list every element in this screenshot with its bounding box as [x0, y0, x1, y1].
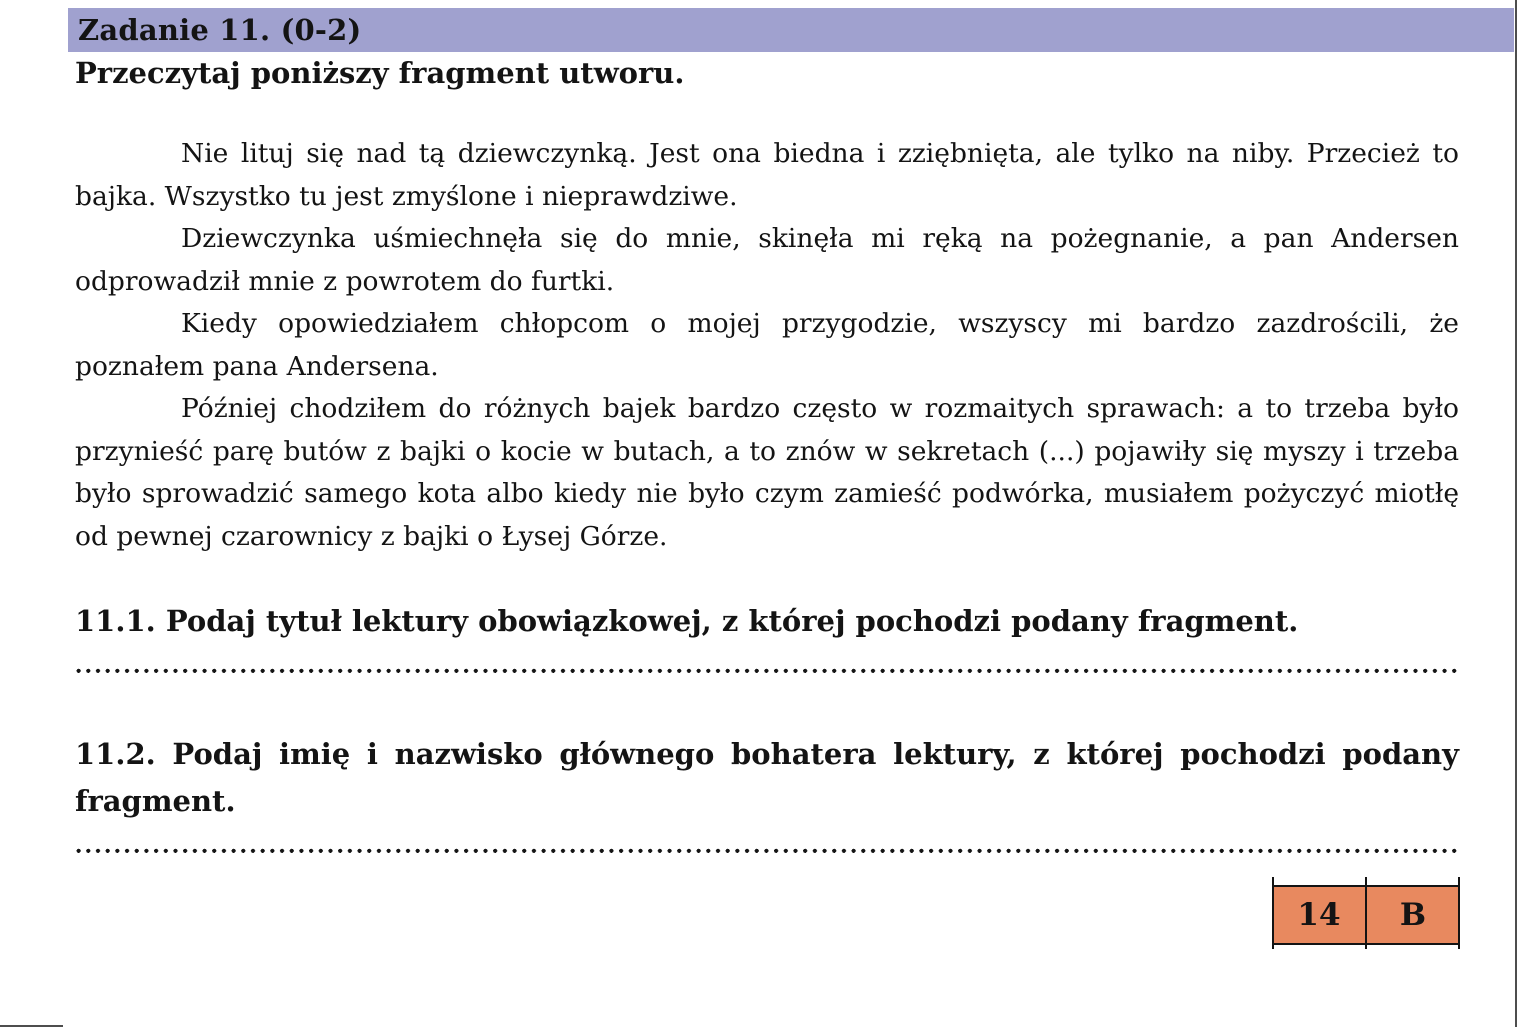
code-cell-number: 14 [1272, 885, 1366, 945]
question-11-1: 11.1. Podaj tytuł lektury obowiązkowej, z której pochodzi podany fragment. [75, 604, 1299, 638]
table-border-tick-right [1458, 877, 1460, 949]
code-cell-letter: B [1366, 885, 1460, 945]
instruction-text: Przeczytaj poniższy fragment utworu. [75, 56, 685, 90]
table-border-tick-middle [1365, 877, 1367, 949]
page-edge-line [1515, 0, 1517, 1027]
question-11-2: 11.2. Podaj imię i nazwisko głównego bohatera lektury, z której pochodzi podany fragment. [75, 737, 1459, 818]
task-header-bar [68, 8, 1514, 52]
table-border-tick-left [1272, 877, 1274, 949]
fragment-text [75, 133, 1459, 558]
fragment-paragraph-3: Kiedy opowiedziałem chłopcom o mojej przygodzie, wszyscy mi bardzo zazdrościli, że poznałem pana Andersena. [75, 308, 1459, 382]
answer-line-11-2 [76, 848, 1458, 854]
answer-line-11-1 [76, 668, 1458, 674]
fragment-paragraph-1: Nie lituj się nad tą dziewczynką. Jest ona biedna i zziębnięta, ale tylko na niby. Przecież to bajka. Wszystko tu jest zmyślone i nieprawdziwe. [75, 138, 1459, 212]
fragment-paragraph-2: Dziewczynka uśmiechnęła się do mnie, skinęła mi ręką na pożegnanie, a pan Andersen odprowadził mnie z powrotem do furtki. [75, 223, 1459, 297]
fragment-paragraph-4: Później chodziłem do różnych bajek bardzo często w rozmaitych sprawach: a to trzeba było przynieść parę butów z bajki o kocie w butach, a to znów w sekretach (...) pojawiły się myszy i trzeba było sprowadzić samego kota albo kiedy nie było czym zamieść podwórka, musiałem pożyczyć miotłę od pewnej czarownicy z bajki o Łysej Górze. [75, 393, 1459, 552]
task-header-label: Zadanie 11. (0-2) [78, 13, 362, 47]
score-code-table [1272, 885, 1460, 945]
